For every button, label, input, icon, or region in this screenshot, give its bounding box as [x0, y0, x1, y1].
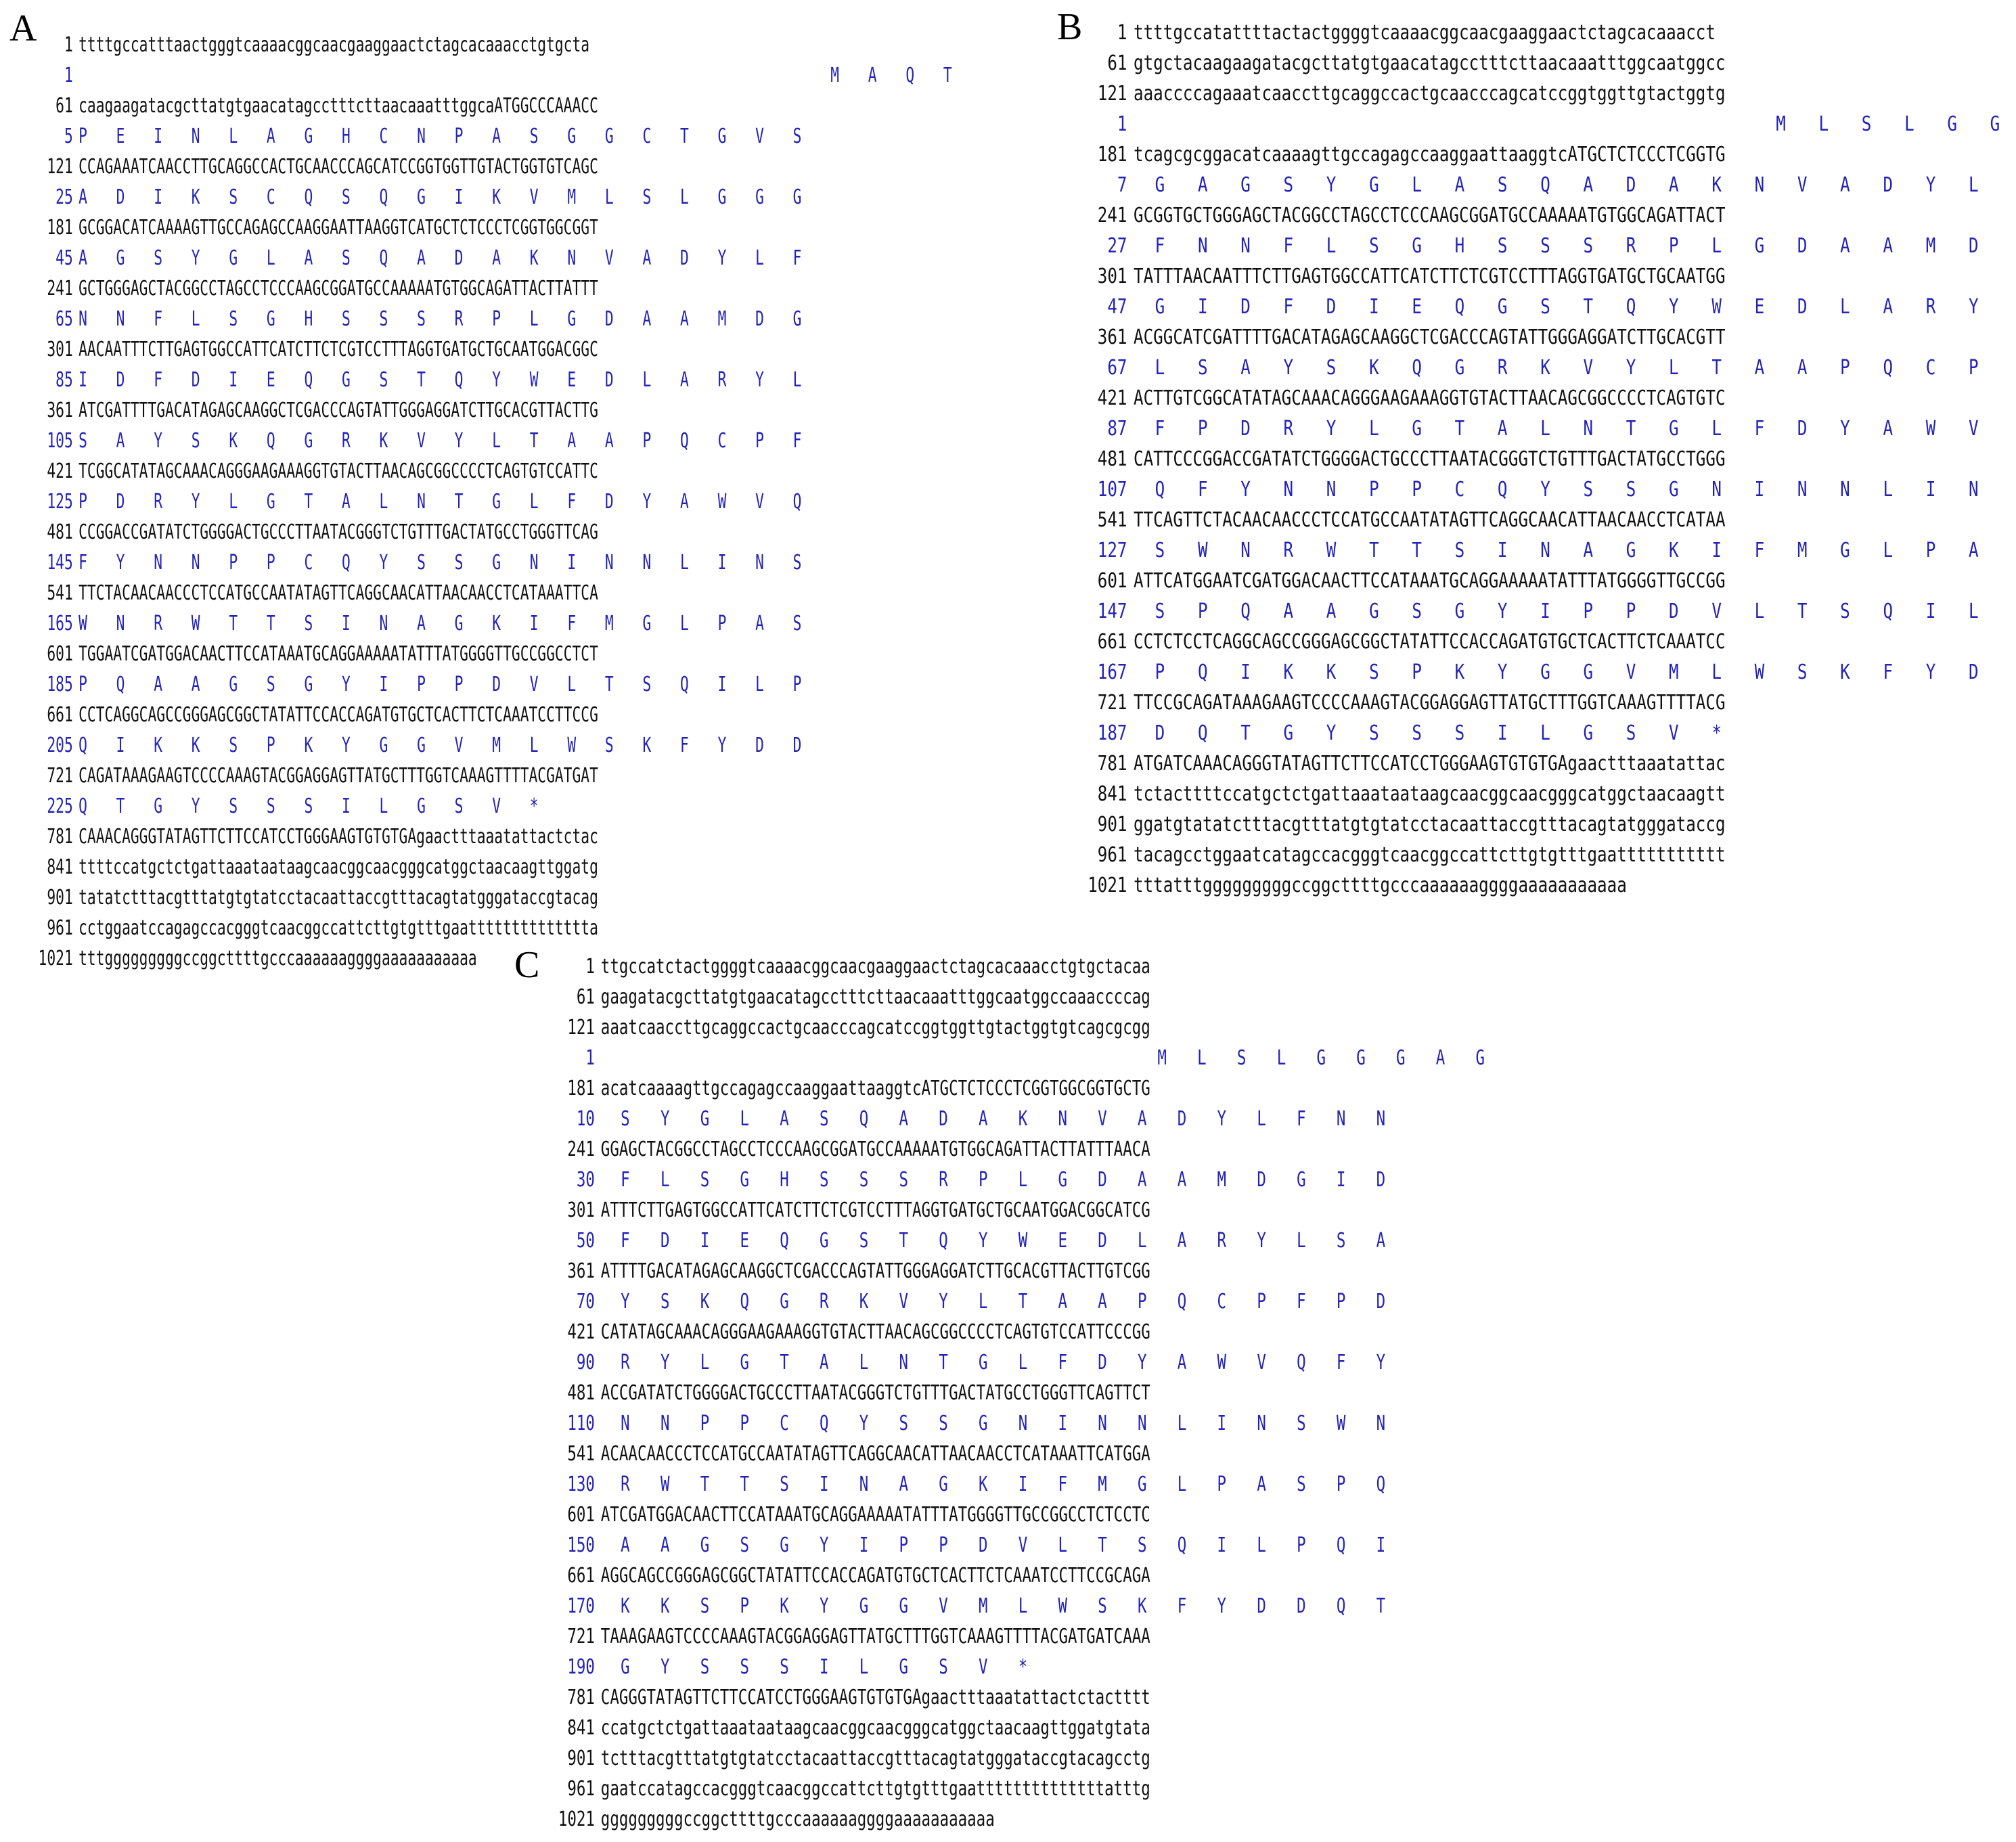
position-number: 481: [1097, 447, 1127, 471]
nucleotide-bases: TCGGCATATAGCAAACAGGGAAGAAAGGTGTACTTAACAGCGGCCCCTCAGTGTCCATTC: [79, 459, 598, 483]
position-number: 167: [1097, 660, 1127, 684]
position-number: 781: [567, 1686, 595, 1709]
position-number: 5: [64, 125, 73, 148]
amino-acid-line: [555, 1469, 1496, 1500]
nucleotide-bases: gaagatacgcttatgtgaacatagcctttcttaacaaatttggcaatggccaaaccccag: [600, 985, 1150, 1009]
nucleotide-bases: ttttgccatattttactactggggtcaaaacggcaacgaaggaactctagcacaaacct: [1134, 21, 1716, 45]
position-number: 1: [1117, 112, 1127, 136]
nucleotide-bases: CCAGAAATCAACCTTGCAGGCCACTGCAACCCAGCATCCGGTGGTTGTACTGGTGTCAGC: [79, 155, 598, 179]
nucleotide-line: [35, 913, 962, 943]
nucleotide-bases: ATGATCAAACAGGGTATAGTTCTTCCATCCTGGGAAGTGTGTGAgaactttaaatattac: [1134, 752, 1726, 776]
position-number: 205: [47, 734, 73, 757]
amino-acid-residues: N N P P C Q Y S S G N I N N L I N S W N: [600, 1412, 1396, 1435]
nucleotide-bases: ATCGATGGACAACTTCCATAAATGCAGGAAAAATATTTATGGGGTTGCCGGCCTCTCCTC: [600, 1503, 1150, 1527]
nucleotide-bases: GCTGGGAGCTACGGCCTAGCCTCCCAAGCGGATGCCAAAAATGTGGCAGATTACTTATTT: [79, 277, 598, 300]
position-number: 421: [567, 1320, 595, 1344]
nucleotide-line: [1084, 627, 2011, 657]
position-number: 481: [567, 1381, 595, 1405]
position-number: 145: [47, 551, 73, 575]
amino-acid-residues: M L S L G G G A G: [600, 1046, 1496, 1070]
nucleotide-line: [1084, 505, 2011, 535]
amino-acid-residues: A A G S G Y I P P D V L T S Q I L P Q I: [600, 1533, 1396, 1557]
nucleotide-line: [555, 1682, 1496, 1713]
nucleotide-bases: CCGGACCGATATCTGGGGACTGCCCTTAATACGGGTCTGTTTGACTATGCCTGGGTTCAG: [79, 520, 598, 544]
position-number: 7: [1117, 173, 1127, 197]
amino-acid-residues: K K S P K Y G G V M L W S K F Y D D Q T: [600, 1594, 1396, 1618]
position-number: 901: [47, 886, 73, 909]
nucleotide-bases: gggggggggccggcttttgcccaaaaaaggggaaaaaaaaaaa: [600, 1807, 995, 1831]
position-number: 1: [585, 955, 595, 979]
nucleotide-line: [1084, 809, 2011, 840]
position-number: 961: [1097, 843, 1127, 867]
nucleotide-bases: ATCGATTTTGACATAGAGCAAGGCTCGACCCAGTATTGGGAGGATCTTGCACGTTACTTG: [79, 399, 598, 422]
amino-acid-line: [1084, 231, 2011, 261]
nucleotide-bases: tcagcgcggacatcaaaagttgccagagccaaggaattaaggtcATGCTCTCCCTCGGTG: [1134, 143, 1726, 166]
nucleotide-line: [555, 1317, 1496, 1347]
amino-acid-line: [1084, 718, 2011, 748]
amino-acid-line: [35, 426, 962, 456]
position-number: 90: [576, 1351, 595, 1374]
position-number: 721: [47, 764, 73, 788]
amino-acid-residues: N N F L S G H S S S R P L G D A A M D G: [79, 307, 812, 331]
position-number: 301: [47, 338, 73, 361]
amino-acid-residues: M L S L G G: [1134, 112, 2012, 136]
nucleotide-line: [35, 517, 962, 547]
nucleotide-line: [555, 1134, 1496, 1165]
nucleotide-line: [1084, 200, 2011, 231]
amino-acid-residues: D Q T G Y S S S I L G S V *: [1134, 721, 1733, 745]
amino-acid-line: [35, 365, 962, 395]
position-number: 25: [55, 185, 73, 209]
panel-label-c: C: [514, 944, 540, 986]
position-number: 1: [1117, 21, 1127, 45]
nucleotide-bases: tttatttgggggggggccggcttttgcccaaaaaaggggaaaaaaaaaaa: [1134, 874, 1627, 897]
nucleotide-line: [555, 1560, 1496, 1591]
position-number: 65: [55, 307, 73, 331]
amino-acid-residues: F L S G H S S S R P L G D A A M D G I D: [600, 1168, 1396, 1192]
position-number: 601: [47, 642, 73, 666]
position-number: 47: [1107, 295, 1127, 319]
amino-acid-line: [555, 1530, 1496, 1560]
amino-acid-residues: M A Q T: [79, 64, 962, 87]
amino-acid-residues: G I D F D I E Q G S T Q Y W E D L A R Y: [1134, 295, 1990, 319]
nucleotide-bases: GCGGTGCTGGGAGCTACGGCCTAGCCTCCCAAGCGGATGCCAAAAATGTGGCAGATTACT: [1134, 204, 1726, 227]
amino-acid-line: [555, 1347, 1496, 1378]
position-number: 901: [1097, 813, 1127, 836]
sequence-panel-c: [555, 951, 1496, 1835]
nucleotide-line: [555, 1804, 1496, 1835]
position-number: 85: [55, 368, 73, 392]
nucleotide-bases: TTCCGCAGATAAAGAAGTCCCCAAAGTACGGAGGAGTTATGCTTTGGTCAAAGTTTTACG: [1134, 691, 1726, 715]
nucleotide-bases: ggatgtatatctttacgtttatgtgtatcctacaattaccgtttacagtatgggataccg: [1134, 813, 1726, 836]
position-number: 541: [1097, 508, 1127, 532]
position-number: 27: [1107, 234, 1127, 258]
nucleotide-line: [35, 152, 962, 182]
position-number: 601: [1097, 569, 1127, 593]
panel-label-a: A: [9, 7, 37, 49]
position-number: 1021: [558, 1807, 595, 1831]
amino-acid-line: [1084, 109, 2011, 139]
position-number: 30: [576, 1168, 595, 1192]
amino-acid-residues: F N N F L S G H S S S R P L G D A A M D: [1134, 234, 1990, 258]
position-number: 1: [64, 64, 73, 87]
nucleotide-bases: TAAAGAAGTCCCCAAAGTACGGAGGAGTTATGCTTTGGTCAAAGTTTTACGATGATCAAA: [600, 1625, 1150, 1648]
nucleotide-line: [555, 1500, 1496, 1530]
position-number: 121: [47, 155, 73, 179]
position-number: 301: [567, 1198, 595, 1222]
nucleotide-line: [1084, 444, 2011, 474]
nucleotide-bases: ATTTTGACATAGAGCAAGGCTCGACCCAGTATTGGGAGGATCTTGCACGTTACTTGTCGG: [600, 1259, 1150, 1283]
position-number: 301: [1097, 265, 1127, 288]
position-number: 107: [1097, 478, 1127, 501]
nucleotide-bases: TTCTACAACAACCCTCCATGCCAATATAGTTCAGGCAACATTAACAACCTCATAAATTCA: [79, 581, 598, 605]
amino-acid-residues: Y S K Q G R K V Y L T A A P Q C P F P D: [600, 1290, 1396, 1313]
nucleotide-bases: TTCAGTTCTACAACAACCCTCCATGCCAATATAGTTCAGGCAACATTAACAACCTCATAA: [1134, 508, 1726, 532]
position-number: 61: [576, 985, 595, 1009]
amino-acid-line: [35, 791, 962, 822]
amino-acid-residues: F Y N N P P C Q Y S S G N I N N L I N S: [79, 551, 812, 575]
position-number: 121: [1097, 82, 1127, 106]
position-number: 147: [1097, 600, 1127, 623]
nucleotide-bases: CATATAGCAAACAGGGAAGAAAGGTGTACTTAACAGCGGCCCCTCAGTGTCCATTCCCGG: [600, 1320, 1150, 1344]
position-number: 241: [47, 277, 73, 300]
amino-acid-line: [1084, 596, 2011, 627]
position-number: 10: [576, 1107, 595, 1131]
amino-acid-line: [35, 487, 962, 517]
amino-acid-residues: P Q I K K S P K Y G G V M L W S K F Y D: [1134, 660, 1990, 684]
position-number: 110: [567, 1412, 595, 1435]
nucleotide-line: [35, 212, 962, 243]
nucleotide-bases: ttttgccatttaactgggtcaaaacggcaacgaaggaactctagcacaaacctgtgcta: [79, 33, 590, 57]
nucleotide-bases: ccatgctctgattaaataataagcaacggcaacgggcatggctaacaagttggatgtata: [600, 1716, 1150, 1740]
nucleotide-bases: ACCGATATCTGGGGACTGCCCTTAATACGGGTCTGTTTGACTATGCCTGGGTTCAGTTCT: [600, 1381, 1150, 1405]
nucleotide-bases: gtgctacaagaagatacgcttatgtgaacatagcctttcttaacaaatttggcaatggcc: [1134, 51, 1726, 75]
nucleotide-line: [35, 852, 962, 882]
nucleotide-line: [35, 395, 962, 426]
amino-acid-residues: A G S Y G L A S Q A D A K N V A D Y L F: [79, 246, 812, 270]
amino-acid-line: [555, 1043, 1496, 1073]
position-number: 661: [567, 1564, 595, 1588]
amino-acid-residues: P Q A A G S G Y I P P D V L T S Q I L P: [79, 673, 812, 696]
nucleotide-line: [35, 822, 962, 852]
position-number: 241: [1097, 204, 1127, 227]
nucleotide-line: [555, 1256, 1496, 1286]
nucleotide-bases: GCGGACATCAAAAGTTGCCAGAGCCAAGGAATTAAGGTCATGCTCTCCCTCGGTGGCGGT: [79, 216, 598, 240]
nucleotide-line: [1084, 78, 2011, 109]
amino-acid-line: [35, 60, 962, 91]
nucleotide-bases: AGGCAGCCGGGAGCGGCTATATTCCACCAGATGTGCTCACTTCTCAAATCCTTCCGCAGA: [600, 1564, 1150, 1588]
position-number: 70: [576, 1290, 595, 1313]
nucleotide-bases: cctggaatccagagccacgggtcaacggccattcttgtgtttgaatttttttttttttta: [79, 916, 598, 940]
nucleotide-line: [35, 273, 962, 304]
position-number: 541: [47, 581, 73, 605]
nucleotide-bases: CCTCTCCTCAGGCAGCCGGGAGCGGCTATATTCCACCAGATGTGCTCACTTCTCAAATCC: [1134, 630, 1726, 654]
amino-acid-line: [35, 669, 962, 700]
nucleotide-bases: ttgccatctactggggtcaaaacggcaacgaaggaactctagcacaaacctgtgctacaa: [600, 955, 1150, 979]
position-number: 181: [47, 216, 73, 240]
position-number: 61: [1107, 51, 1127, 75]
position-number: 721: [567, 1625, 595, 1648]
nucleotide-line: [35, 456, 962, 487]
nucleotide-bases: gaatccatagccacgggtcaacggccattcttgtgtttgaattttttttttttttatttg: [600, 1777, 1150, 1801]
position-number: 127: [1097, 539, 1127, 562]
nucleotide-line: [35, 30, 962, 60]
amino-acid-residues: G Y S S S I L G S V *: [600, 1655, 1039, 1679]
position-number: 961: [567, 1777, 595, 1801]
amino-acid-residues: Q T G Y S S S I L G S V *: [79, 794, 549, 818]
nucleotide-line: [35, 882, 962, 913]
nucleotide-bases: CAGATAAAGAAGTCCCCAAAGTACGGAGGAGTTATGCTTTGGTCAAAGTTTTACGATGAT: [79, 764, 598, 788]
amino-acid-line: [35, 121, 962, 152]
amino-acid-residues: Q F Y N N P P C Q Y S S G N I N N L I N: [1134, 478, 1990, 501]
nucleotide-line: [35, 91, 962, 121]
nucleotide-line: [555, 1743, 1496, 1774]
amino-acid-line: [555, 1226, 1496, 1256]
nucleotide-bases: CAGGGTATAGTTCTTCCATCCTGGGAAGTGTGTGAgaactttaaatattactctactttt: [600, 1686, 1150, 1709]
nucleotide-line: [1084, 870, 2011, 901]
position-number: 125: [47, 490, 73, 514]
amino-acid-residues: P E I N L A G H C N P A S G G C T G V S: [79, 125, 812, 148]
nucleotide-bases: AACAATTTCTTGAGTGGCCATTCATCTTCTCGTCCTTTAGGTGATGCTGCAATGGACGGC: [79, 338, 598, 361]
nucleotide-bases: aaatcaaccttgcaggccactgcaacccagcatccggtggttgtactggtgtcagcgcgg: [600, 1016, 1150, 1039]
nucleotide-bases: tttgggggggggccggcttttgcccaaaaaaggggaaaaaaaaaaa: [79, 947, 477, 970]
panel-label-b: B: [1057, 6, 1083, 48]
nucleotide-line: [35, 578, 962, 608]
nucleotide-line: [1084, 779, 2011, 809]
position-number: 87: [1107, 417, 1127, 441]
position-number: 721: [1097, 691, 1127, 715]
amino-acid-line: [555, 1286, 1496, 1317]
nucleotide-bases: ACGGCATCGATTTTGACATAGAGCAAGGCTCGACCCAGTATTGGGAGGATCTTGCACGTT: [1134, 325, 1726, 349]
position-number: 190: [567, 1655, 595, 1679]
position-number: 241: [567, 1138, 595, 1161]
amino-acid-line: [1084, 535, 2011, 566]
nucleotide-line: [35, 761, 962, 791]
nucleotide-line: [1084, 840, 2011, 870]
nucleotide-line: [555, 951, 1496, 982]
position-number: 841: [47, 855, 73, 879]
position-number: 170: [567, 1594, 595, 1618]
position-number: 781: [1097, 752, 1127, 776]
position-number: 61: [55, 94, 73, 118]
position-number: 45: [55, 246, 73, 270]
nucleotide-line: [1084, 322, 2011, 353]
amino-acid-line: [35, 608, 962, 639]
nucleotide-bases: ACTTGTCGGCATATAGCAAACAGGGAAGAAAGGTGTACTTAACAGCGGCCCCTCAGTGTC: [1134, 386, 1726, 410]
position-number: 361: [567, 1259, 595, 1283]
amino-acid-residues: L S A Y S K Q G R K V Y L T A A P Q C P: [1134, 356, 1990, 380]
sequence-panel-a: [35, 30, 962, 974]
amino-acid-residues: F D I E Q G S T Q Y W E D L A R Y L S A: [600, 1229, 1396, 1253]
nucleotide-line: [35, 700, 962, 730]
position-number: 361: [1097, 325, 1127, 349]
amino-acid-residues: Q I K K S P K Y G G V M L W S K F Y D D: [79, 734, 812, 757]
nucleotide-line: [555, 1621, 1496, 1652]
amino-acid-residues: S W N R W T T S I N A G K I F M G L P A: [1134, 539, 1990, 562]
nucleotide-line: [1084, 383, 2011, 413]
amino-acid-residues: G A G S Y G L A S Q A D A K N V A D Y L: [1134, 173, 1990, 197]
nucleotide-line: [555, 1012, 1496, 1043]
amino-acid-residues: A D I K S C Q S Q G I K V M L S L G G G: [79, 185, 812, 209]
amino-acid-line: [555, 1165, 1496, 1195]
amino-acid-line: [35, 182, 962, 212]
nucleotide-line: [555, 1713, 1496, 1743]
nucleotide-line: [555, 1439, 1496, 1469]
amino-acid-residues: S Y G L A S Q A D A K N V A D Y L F N N: [600, 1107, 1396, 1131]
position-number: 961: [47, 916, 73, 940]
position-number: 1021: [38, 947, 73, 970]
position-number: 601: [567, 1503, 595, 1527]
position-number: 181: [1097, 143, 1127, 166]
position-number: 1: [585, 1046, 595, 1070]
position-number: 225: [47, 794, 73, 818]
position-number: 105: [47, 429, 73, 453]
position-number: 187: [1097, 721, 1127, 745]
amino-acid-line: [1084, 353, 2011, 383]
nucleotide-line: [555, 1073, 1496, 1104]
amino-acid-residues: P D R Y L G T A L N T G L F D Y A W V Q: [79, 490, 812, 514]
nucleotide-line: [1084, 566, 2011, 596]
amino-acid-line: [1084, 170, 2011, 200]
amino-acid-line: [35, 730, 962, 761]
nucleotide-line: [1084, 18, 2011, 48]
nucleotide-line: [1084, 139, 2011, 170]
nucleotide-bases: tatatctttacgtttatgtgtatcctacaattaccgtttacagtatgggataccgtacag: [79, 886, 598, 909]
position-number: 481: [47, 520, 73, 544]
position-number: 1021: [1088, 874, 1127, 897]
nucleotide-bases: ACAACAACCCTCCATGCCAATATAGTTCAGGCAACATTAACAACCTCATAAATTCATGGA: [600, 1442, 1150, 1466]
position-number: 421: [47, 459, 73, 483]
position-number: 181: [567, 1077, 595, 1100]
nucleotide-bases: CCTCAGGCAGCCGGGAGCGGCTATATTCCACCAGATGTGCTCACTTCTCAAATCCTTCCG: [79, 703, 598, 727]
position-number: 67: [1107, 356, 1127, 380]
amino-acid-line: [1084, 657, 2011, 688]
position-number: 121: [567, 1016, 595, 1039]
amino-acid-line: [555, 1652, 1496, 1682]
nucleotide-line: [555, 1774, 1496, 1804]
amino-acid-line: [35, 304, 962, 334]
amino-acid-line: [555, 1104, 1496, 1134]
nucleotide-bases: tctacttttccatgctctgattaaataataagcaacggcaacgggcatggctaacaagtt: [1134, 782, 1726, 806]
nucleotide-bases: acatcaaaagttgccagagccaaggaattaaggtcATGCTCTCCCTCGGTGGCGGTGCTG: [600, 1077, 1150, 1100]
position-number: 150: [567, 1533, 595, 1557]
nucleotide-line: [1084, 261, 2011, 292]
nucleotide-bases: tacagcctggaatcatagccacgggtcaacggccattcttgtgtttgaattttttttttt: [1134, 843, 1726, 867]
position-number: 841: [1097, 782, 1127, 806]
nucleotide-bases: ttttccatgctctgattaaataataagcaacggcaacgggcatggctaacaagttggatg: [79, 855, 598, 879]
nucleotide-line: [555, 1195, 1496, 1226]
position-number: 661: [47, 703, 73, 727]
nucleotide-bases: ATTTCTTGAGTGGCCATTCATCTTCTCGTCCTTTAGGTGATGCTGCAATGGACGGCATCG: [600, 1198, 1150, 1222]
position-number: 421: [1097, 386, 1127, 410]
nucleotide-bases: tctttacgtttatgtgtatcctacaattaccgtttacagtatgggataccgtacagcctg: [600, 1747, 1150, 1770]
nucleotide-bases: ATTCATGGAATCGATGGACAACTTCCATAAATGCAGGAAAAATATTTATGGGGTTGCCGG: [1134, 569, 1726, 593]
amino-acid-residues: F P D R Y L G T A L N T G L F D Y A W V: [1134, 417, 1990, 441]
nucleotide-bases: TGGAATCGATGGACAACTTCCATAAATGCAGGAAAAATATTTATGGGGTTGCCGGCCTCT: [79, 642, 598, 666]
nucleotide-line: [35, 334, 962, 365]
nucleotide-line: [1084, 748, 2011, 779]
nucleotide-line: [555, 1378, 1496, 1408]
nucleotide-bases: caagaagatacgcttatgtgaacatagcctttcttaacaaatttggcaATGGCCCAAACC: [79, 94, 598, 118]
amino-acid-line: [1084, 413, 2011, 444]
nucleotide-line: [555, 982, 1496, 1012]
amino-acid-line: [555, 1591, 1496, 1621]
nucleotide-line: [35, 639, 962, 669]
nucleotide-bases: CAAACAGGGTATAGTTCTTCCATCCTGGGAAGTGTGTGAgaactttaaatattactctac: [79, 825, 598, 849]
position-number: 130: [567, 1473, 595, 1496]
nucleotide-bases: CATTCCCGGACCGATATCTGGGGACTGCCCTTAATACGGGTCTGTTTGACTATGCCTGGG: [1134, 447, 1726, 471]
position-number: 781: [47, 825, 73, 849]
amino-acid-line: [35, 547, 962, 578]
position-number: 361: [47, 399, 73, 422]
position-number: 165: [47, 612, 73, 635]
amino-acid-residues: W N R W T T S I N A G K I F M G L P A S: [79, 612, 812, 635]
position-number: 901: [567, 1747, 595, 1770]
sequence-panel-b: [1084, 18, 2011, 901]
nucleotide-line: [1084, 688, 2011, 718]
nucleotide-line: [1084, 48, 2011, 78]
position-number: 185: [47, 673, 73, 696]
amino-acid-residues: S P Q A A G S G Y I P P D V L T S Q I L: [1134, 600, 1990, 623]
amino-acid-line: [1084, 292, 2011, 322]
amino-acid-line: [35, 243, 962, 273]
position-number: 661: [1097, 630, 1127, 654]
amino-acid-line: [1084, 474, 2011, 505]
amino-acid-residues: R Y L G T A L N T G L F D Y A W V Q F Y: [600, 1351, 1396, 1374]
amino-acid-residues: S A Y S K Q G R K V Y L T A A P Q C P F: [79, 429, 812, 453]
position-number: 50: [576, 1229, 595, 1253]
amino-acid-residues: R W T T S I N A G K I F M G L P A S P Q: [600, 1473, 1396, 1496]
position-number: 1: [64, 33, 73, 57]
nucleotide-bases: aaaccccagaaatcaaccttgcaggccactgcaacccagcatccggtggttgtactggtg: [1134, 82, 1726, 106]
position-number: 541: [567, 1442, 595, 1466]
nucleotide-bases: TATTTAACAATTTCTTGAGTGGCCATTCATCTTCTCGTCCTTTAGGTGATGCTGCAATGG: [1134, 265, 1726, 288]
nucleotide-bases: GGAGCTACGGCCTAGCCTCCCAAGCGGATGCCAAAAATGTGGCAGATTACTTATTTAACA: [600, 1138, 1150, 1161]
position-number: 841: [567, 1716, 595, 1740]
amino-acid-line: [555, 1408, 1496, 1439]
amino-acid-residues: I D F D I E Q G S T Q Y W E D L A R Y L: [79, 368, 812, 392]
